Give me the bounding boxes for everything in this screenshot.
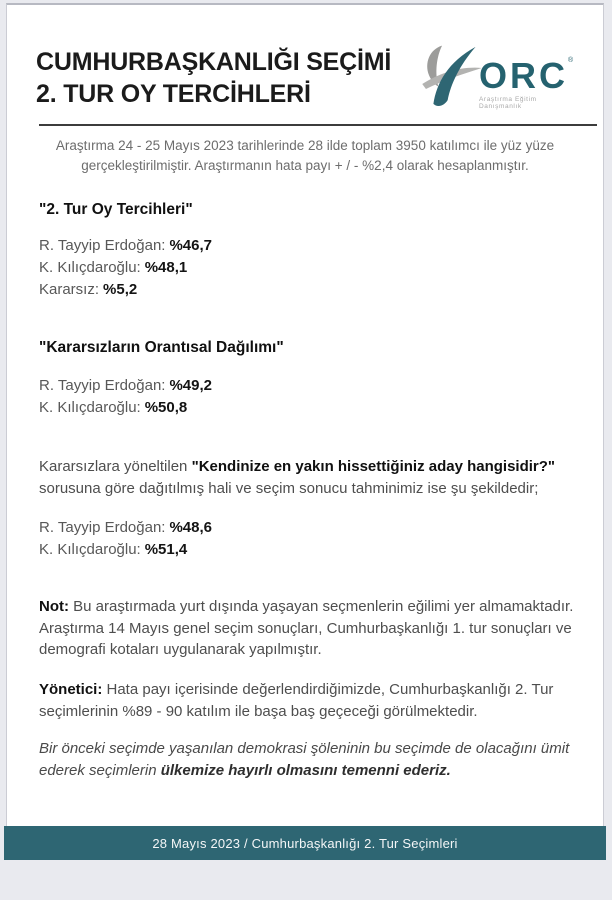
result-value: %48,1 <box>144 259 188 276</box>
result-label: K. Kılıçdaroğlu: <box>39 399 141 416</box>
result-row-erdogan <box>39 375 212 397</box>
orc-logo-text: ORC <box>479 55 568 96</box>
director-text: Hata payı içerisinde değerlendirdiğimizde, Cumhurbaşkanlığı 2. Tur seçimlerinin %89 - 90 katılım ile başa baş geçeceği görülmektedir. <box>39 681 554 720</box>
result-label: R. Tayyip Erdoğan: <box>39 519 166 536</box>
page-title-line2: 2. TUR OY TERCİHLERİ <box>36 80 311 108</box>
result-row-undecided <box>39 279 212 301</box>
result-value: %48,6 <box>169 519 213 536</box>
orc-logo-trademark: ® <box>568 57 574 64</box>
result-label: K. Kılıçdaroğlu: <box>39 259 141 276</box>
closing-paragraph <box>39 738 587 781</box>
result-row-erdogan <box>39 517 212 539</box>
result-row-kilicdaroglu <box>39 257 212 279</box>
orc-logo-textwrap <box>479 57 581 110</box>
section-heading-undecided-distribution: "Kararsızların Orantısal Dağılımı" <box>39 339 284 356</box>
question-text-bold: "Kendinize en yakın hissettiğiniz aday hangisidir?" <box>191 458 556 475</box>
director-paragraph <box>39 679 587 722</box>
result-value: %5,2 <box>103 281 138 298</box>
note-paragraph <box>39 596 587 661</box>
result-value: %46,7 <box>169 237 213 254</box>
page-title-line1: CUMHURBAŞKANLIĞI SEÇİMİ <box>36 48 392 76</box>
footer-text: 28 Mayıs 2023 / Cumhurbaşkanlığı 2. Tur Seçimleri <box>152 835 458 851</box>
closing-text-bold: ülkemize hayırlı olmasını temenni ederiz. <box>160 761 451 779</box>
document-card <box>6 3 604 858</box>
result-label: R. Tayyip Erdoğan: <box>39 237 166 254</box>
footer-bar <box>4 826 606 860</box>
closing-text: Bir önceki seçimde yaşanılan demokrasi şöleninin bu seçimde de olacağını ümit ederek seçimlerin <box>39 740 570 779</box>
result-row-erdogan <box>39 235 212 257</box>
question-text-tail: sorusuna göre dağıtılmış hali ve seçim sonucu tahminimiz ise şu şekildedir; <box>39 479 539 497</box>
question-text-lead: Kararsızlara yöneltilen <box>39 458 192 475</box>
note-label: Not: <box>39 598 69 615</box>
result-label: Kararsız: <box>39 281 100 298</box>
final-estimate-results <box>39 517 212 561</box>
orc-logo-tagline: Araştırma Eğitim Danışmanlık <box>479 96 537 110</box>
orc-logo <box>421 41 581 125</box>
result-row-kilicdaroglu <box>39 397 212 419</box>
page-title <box>36 46 391 110</box>
undecided-distribution-results <box>39 375 212 419</box>
note-text: Bu araştırmada yurt dışında yaşayan seçmenlerin eğilimi yer almamaktadır. Araştırma 14 Mayıs genel seçim sonuçları, Cumhurbaşkanlığı 1. tur sonuçları ve demografi kotaları uygulanarak yapılmıştır. <box>39 598 574 658</box>
result-label: K. Kılıçdaroğlu: <box>39 541 141 558</box>
result-value: %49,2 <box>169 377 213 394</box>
round2-results <box>39 235 212 301</box>
director-label: Yönetici: <box>39 681 103 698</box>
question-paragraph <box>39 456 587 499</box>
logo-leaf-icon <box>421 43 483 109</box>
result-label: R. Tayyip Erdoğan: <box>39 377 166 394</box>
section-heading-round2: "2. Tur Oy Tercihleri" <box>39 201 193 218</box>
result-row-kilicdaroglu <box>39 539 212 561</box>
title-divider <box>39 124 597 126</box>
result-value: %51,4 <box>144 541 188 558</box>
methodology-note: Araştırma 24 - 25 Mayıs 2023 tarihlerinde 28 ilde toplam 3950 katılımcı ile yüz yüze gerçekleştirilmiştir. Araştırmanın hata payı + / - %2,4 olarak hesaplanmıştır. <box>55 138 555 173</box>
result-value: %50,8 <box>144 399 188 416</box>
